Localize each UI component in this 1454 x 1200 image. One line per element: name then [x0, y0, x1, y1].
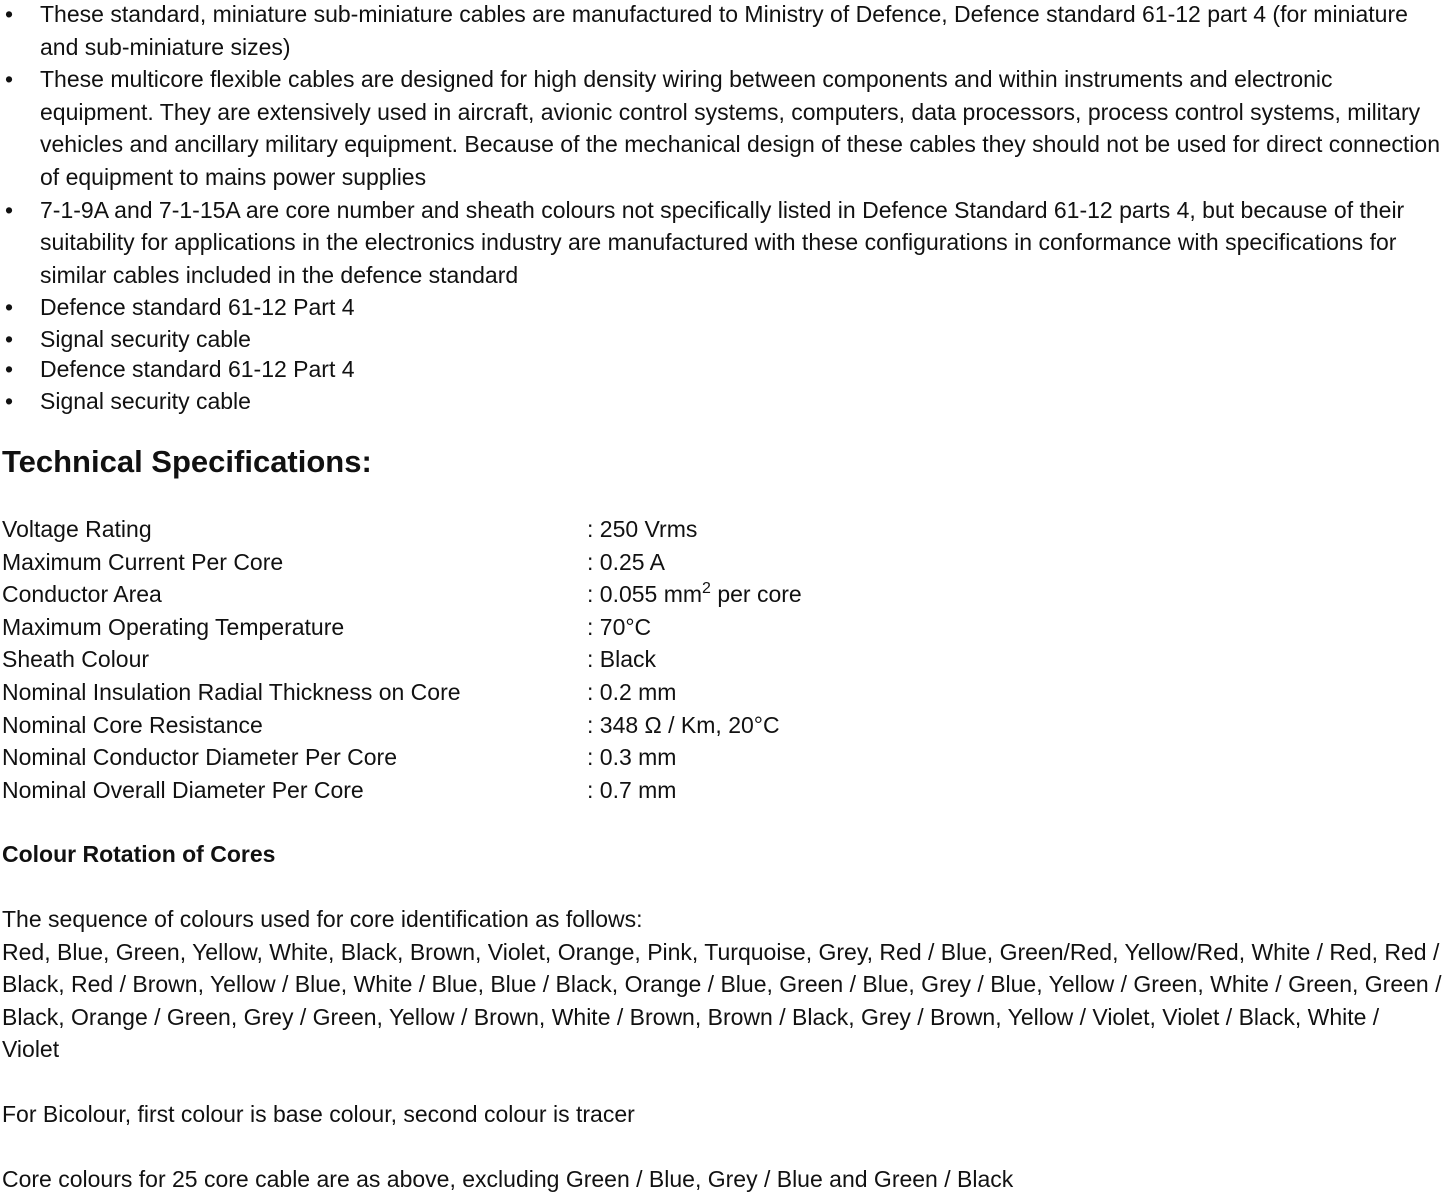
- spec-row: [2, 546, 1002, 579]
- colour-rotation-heading: Colour Rotation of Cores: [2, 841, 276, 867]
- feature-list: [0, 0, 1450, 418]
- bullet-icon: •: [4, 1, 14, 27]
- spec-table: [2, 513, 1002, 806]
- spec-value: : 0.25 A: [587, 548, 666, 575]
- spec-value: : 250 Vrms: [587, 516, 698, 542]
- spec-label: Nominal Insulation Radial Thickness on Core: [2, 678, 461, 705]
- list-item-text: Signal security cable: [40, 387, 251, 414]
- colour-sequence-paragraph: [2, 903, 1442, 1066]
- list-item: [0, 385, 1450, 418]
- bullet-icon: •: [4, 294, 14, 321]
- spec-row: [2, 578, 1002, 611]
- spec-row: [2, 709, 1002, 742]
- list-item: [0, 354, 1450, 385]
- technical-specifications-heading: Technical Specifications:: [2, 444, 372, 479]
- spec-label: Maximum Operating Temperature: [2, 613, 345, 640]
- bullet-icon: •: [4, 66, 14, 93]
- spec-value: : 348 Ω / Km, 20°C: [587, 711, 780, 738]
- core-25-note: Core colours for 25 core cable are as above, excluding Green / Blue, Grey / Blue and Green / Black: [2, 1166, 1014, 1192]
- sequence-intro: The sequence of colours used for core identification as follows:: [2, 906, 643, 932]
- list-item-text: These standard, miniature sub-miniature cables are manufactured to Ministry of Defence, Defence standard 61-12 part 4 (for miniature and sub-miniature sizes): [40, 1, 1408, 60]
- spec-label: Maximum Current Per Core: [2, 548, 284, 575]
- spec-value: : 0.7 mm: [587, 776, 677, 803]
- spec-label: Voltage Rating: [2, 516, 152, 542]
- list-item-text: Signal security cable: [40, 325, 251, 352]
- spec-row: [2, 611, 1002, 644]
- spec-row: [2, 774, 1002, 807]
- bullet-icon: •: [4, 325, 14, 352]
- list-item-text: These multicore flexible cables are designed for high density wiring between components and within instruments and electronic equipment. They are extensively used in aircraft, avionic control systems, computers, data processors, process control systems, military vehicles and ancillary military equipment. Because of the mechanical design of these cables they should not be used for direct connection of equipment to mains power supplies: [40, 66, 1440, 190]
- sequence-list: Red, Blue, Green, Yellow, White, Black, Brown, Violet, Orange, Pink, Turquoise, Grey, Red / Blue, Green/Red, Yellow/Red, White / Red, Red / Black, Red / Brown, Yellow / Blue, White / Blue, Blue / Black, Orange / Blue, Green / Blue, Grey / Blue, Yellow / Green, White / Green, Green / Black, Orange / Green, Grey / Green, Yellow / Brown, White / Brown, Brown / Black, Grey / Brown, Yellow / Violet, Violet / Black, White / Violet: [2, 938, 1442, 1063]
- list-item: [0, 0, 1450, 63]
- spec-label: Sheath Colour: [2, 646, 150, 673]
- bullet-icon: •: [4, 196, 14, 223]
- bicolour-note: For Bicolour, first colour is base colour, second colour is tracer: [2, 1101, 635, 1127]
- spec-label: Nominal Core Resistance: [2, 711, 263, 738]
- spec-row: [2, 676, 1002, 709]
- spec-value: : 0.2 mm: [587, 678, 677, 705]
- spec-row: [2, 513, 1002, 546]
- spec-value-text: : 0.055 mm: [587, 581, 703, 608]
- list-item: [0, 291, 1450, 324]
- spec-value: [587, 578, 802, 611]
- bullet-icon: •: [4, 387, 14, 414]
- spec-value: : 70°C: [587, 613, 652, 640]
- spec-value: : Black: [587, 646, 657, 673]
- spec-row: [2, 643, 1002, 676]
- list-item-text: Defence standard 61-12 Part 4: [40, 294, 355, 321]
- bullet-icon: •: [4, 356, 14, 383]
- spec-label: Nominal Overall Diameter Per Core: [2, 776, 364, 803]
- list-item-text: Defence standard 61-12 Part 4: [40, 356, 355, 383]
- list-item-text: 7-1-9A and 7-1-15A are core number and sheath colours not specifically listed in Defence Standard 61-12 parts 4, but because of their suitability for applications in the electronics industry are manufactured with these configurations in conformance with specifications for similar cables included in the defence standard: [40, 196, 1405, 288]
- spec-label: Conductor Area: [2, 581, 162, 608]
- spec-value-suffix: per core: [710, 581, 802, 608]
- spec-value: : 0.3 mm: [587, 744, 677, 771]
- list-item: [0, 194, 1450, 292]
- superscript: 2: [702, 580, 711, 598]
- spec-label: Nominal Conductor Diameter Per Core: [2, 744, 397, 771]
- spec-row: [2, 741, 1002, 774]
- list-item: [0, 324, 1450, 355]
- list-item: [0, 63, 1450, 193]
